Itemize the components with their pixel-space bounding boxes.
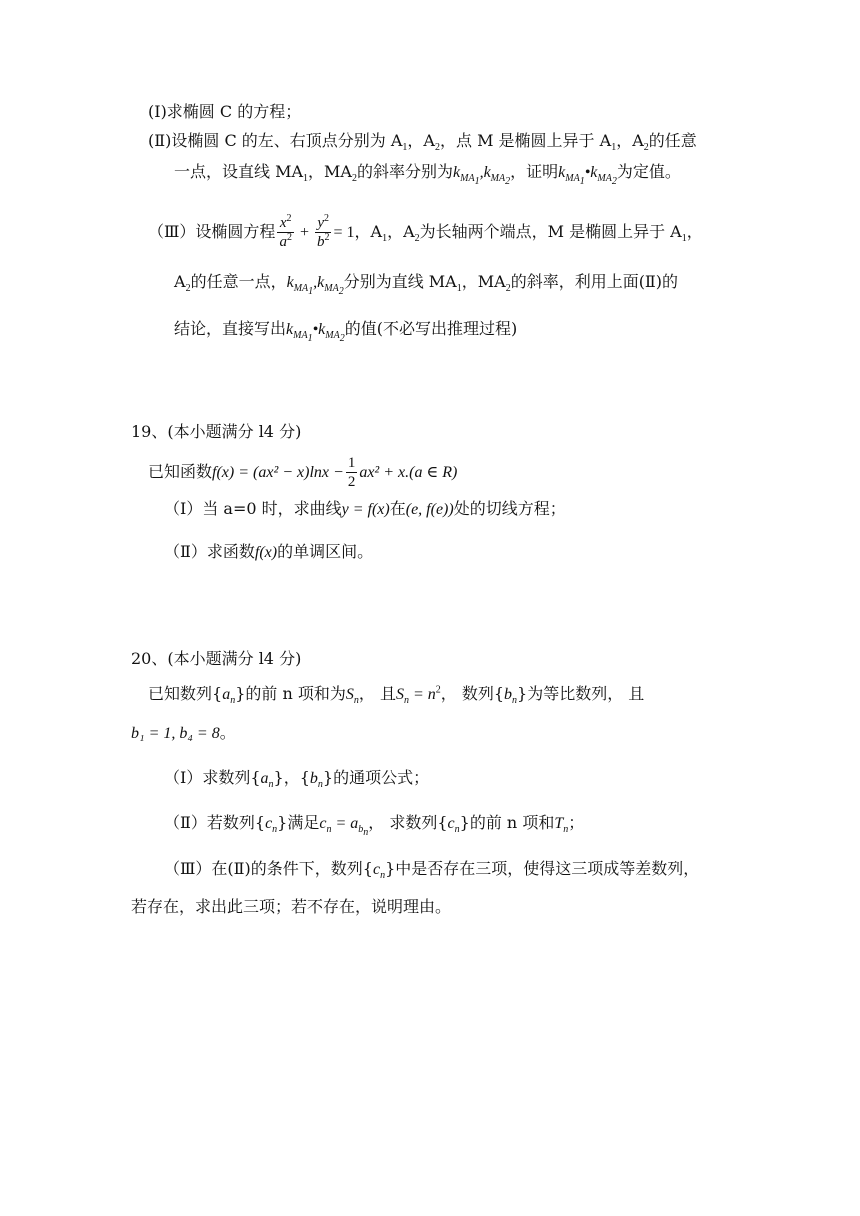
q19-function-definition: 已知函数f(x) = (ax² − x)lnx − $\frac{1}{2}$ ax² + x.(a ∈ R) [148, 455, 458, 490]
q18-part3-line2: $A_2$的任意一点，$k_{MA_1},k_{MA_2}$分别为直线 $MA_1$，$MA_2$的斜率，利用上面(Ⅱ)的 [174, 272, 679, 298]
q18-part2-line2: 一点，设直线 $MA_1$，$MA_2$的斜率分别为$k_{MA_1},k_{MA_2}$，证明$k_{MA_1}•k_{MA_2}$为定值。 [174, 162, 681, 188]
q19-title: 19、(本小题满分 l4 分) [131, 422, 302, 441]
q20-intro-line2: b₁ = 1, b₄ = 8。 [131, 723, 236, 742]
q20-title: 20、(本小题满分 l4 分) [131, 649, 302, 668]
q18-part2-line1: (Ⅱ)设椭圆 C 的左、右顶点分别为 $A_1$，$A_2$，点 M 是椭圆上异于 $A_1$，$A_2$的任意 [148, 131, 697, 154]
q18-part1: (I)求椭圆 C 的方程； [148, 102, 302, 121]
q20-intro-line1: 已知数列$\{a_n\}$的前 n 项和为$S_n$， 且$S_n = n^2$， 数列$\{b_n\}$为等比数列， 且 [148, 684, 645, 707]
q20-part3-line1: （Ⅲ）在(Ⅱ)的条件下，数列$\{c_n\}$中是否存在三项，使得这三项成等差数列， [164, 859, 700, 882]
fraction-y2-b2: $\frac{y^2}{b^2}$ [316, 213, 330, 250]
fraction-x2-a2: $\frac{x^2}{a^2}$ [279, 213, 292, 250]
q20-part3-line2: 若存在，求出此三项；若不存在，说明理由。 [131, 897, 452, 916]
q19-part2: （Ⅱ）求函数f(x)的单调区间。 [164, 542, 374, 561]
q18-part3-line1: （Ⅲ）设椭圆方程 $\frac{x^2}{a^2}$ + $\frac{y^2}{b^2}$ = 1，$A_1$，$A_2$为长轴两个端点，M 是椭圆上异于 $A_1$， [148, 213, 703, 250]
fraction-one-half: $\frac{1}{2}$ [347, 455, 356, 490]
q18-part3-line3: 结论，直接写出$k_{MA_1}•k_{MA_2}$的值(不必写出推理过程) [174, 319, 518, 345]
q20-part2: （Ⅱ）若数列$\{c_n\}$满足$c_n = a_{b_n}$， 求数列$\{c_n\}$的前 n 项和$T_n$； [164, 813, 585, 839]
q19-part1: （Ⅰ）当 a=0 时，求曲线y = f(x)在(e, f(e))处的切线方程； [164, 499, 566, 518]
q20-part1: （Ⅰ）求数列$\{a_n\}$，$\{b_n\}$的通项公式； [164, 768, 430, 791]
